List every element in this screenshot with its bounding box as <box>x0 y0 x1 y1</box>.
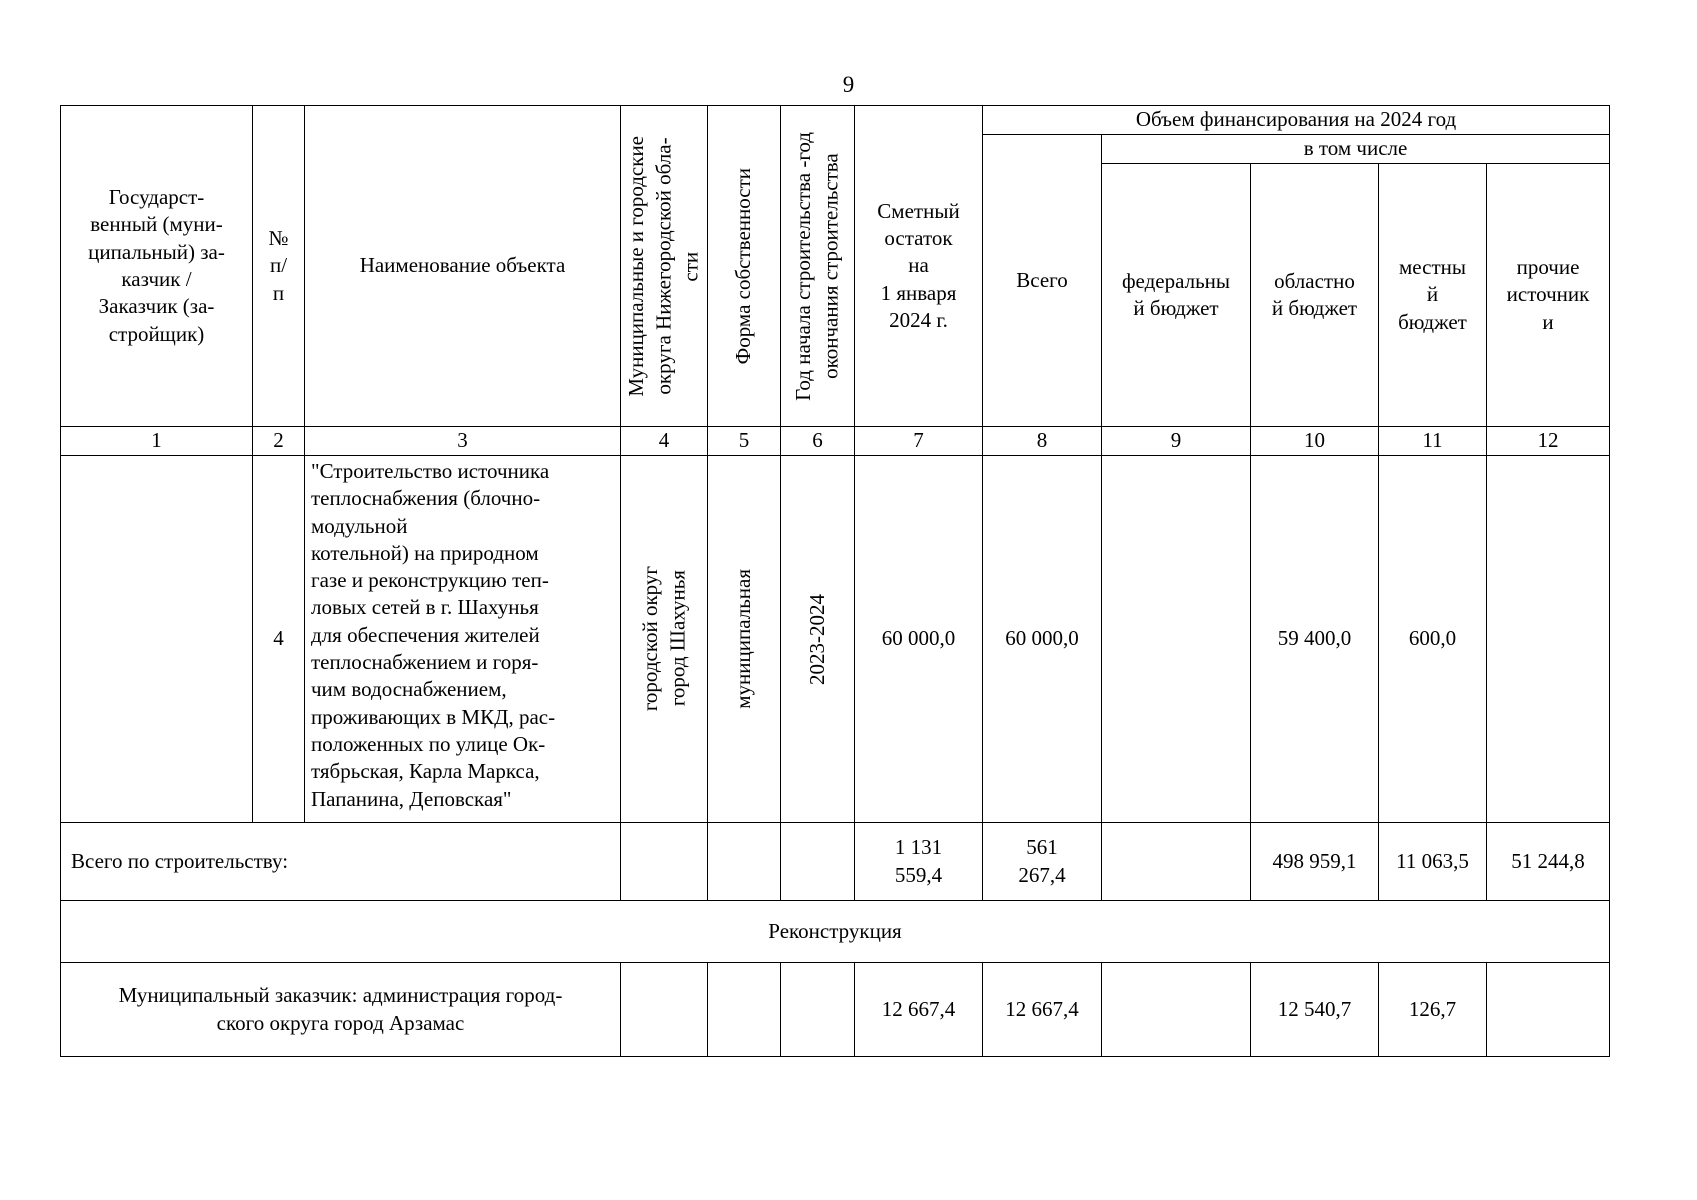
header-federal: федеральны й бюджет <box>1102 164 1251 427</box>
construction-total-years <box>781 823 855 901</box>
col-number: 3 <box>305 427 621 456</box>
project-estimate: 60 000,0 <box>855 456 983 823</box>
construction-total-total: 561 267,4 <box>983 823 1102 901</box>
table-row-project <box>61 456 1610 823</box>
project-local: 600,0 <box>1379 456 1487 823</box>
municipal-customer-other <box>1487 963 1610 1057</box>
page-number: 9 <box>842 72 855 97</box>
municipal-customer-label: Муниципальный заказчик: администрация город- ского округа город Арзамас <box>61 963 621 1057</box>
col-number: 1 <box>61 427 253 456</box>
construction-total-federal <box>1102 823 1251 901</box>
col-number: 6 <box>781 427 855 456</box>
municipal-customer-total: 12 667,4 <box>983 963 1102 1057</box>
project-years <box>781 456 855 823</box>
header-local: местны й бюджет <box>1379 164 1487 427</box>
project-name: "Строительство источника теплоснабжения (блочно- модульной котельной) на природном газе и реконструкцию теп- ловых сетей в г. Шахунья для обеспечения жителей теплоснабжением и горя- чим водоснабжением, проживающих в МКД, рас- положенных по улице Ок- тябрьская, Карла Маркса, Папанина, Деповская" <box>305 456 621 823</box>
col-number: 2 <box>253 427 305 456</box>
header-years <box>781 106 855 427</box>
construction-total-label: Всего по строительству: <box>61 823 621 901</box>
section-title: Реконструкция <box>61 901 1610 963</box>
col-number: 4 <box>621 427 708 456</box>
construction-total-local: 11 063,5 <box>1379 823 1487 901</box>
table-row-section <box>61 901 1610 963</box>
project-municipality-text: городской округ город Шахунья <box>637 566 689 712</box>
header-total: Всего <box>983 135 1102 427</box>
construction-total-other: 51 244,8 <box>1487 823 1610 901</box>
header-ownership-text: Форма собственности <box>731 167 756 365</box>
header-estimate: Сметный остаток на 1 января 2024 г. <box>855 106 983 427</box>
project-customer <box>61 456 253 823</box>
municipal-customer-regional: 12 540,7 <box>1251 963 1379 1057</box>
municipal-customer-ownership <box>708 963 781 1057</box>
project-years-text: 2023-2024 <box>804 593 829 685</box>
municipal-customer-years <box>781 963 855 1057</box>
header-financing-title: Объем финансирования на 2024 год <box>983 106 1610 135</box>
municipal-customer-local: 126,7 <box>1379 963 1487 1057</box>
col-number: 12 <box>1487 427 1610 456</box>
header-ownership <box>708 106 781 427</box>
col-number: 8 <box>983 427 1102 456</box>
header-municipality <box>621 106 708 427</box>
municipal-customer-estimate: 12 667,4 <box>855 963 983 1057</box>
header-including: в том числе <box>1102 135 1610 164</box>
header-regional: областно й бюджет <box>1251 164 1379 427</box>
header-number: № п/ п <box>253 106 305 427</box>
project-total: 60 000,0 <box>983 456 1102 823</box>
municipal-customer-federal <box>1102 963 1251 1057</box>
col-number: 7 <box>855 427 983 456</box>
construction-total-municipality <box>621 823 708 901</box>
project-ownership <box>708 456 781 823</box>
construction-total-regional: 498 959,1 <box>1251 823 1379 901</box>
project-regional: 59 400,0 <box>1251 456 1379 823</box>
financing-table <box>60 105 1610 1057</box>
header-municipality-text: Муниципальные и городские округа Нижегородской обла- сти <box>624 135 703 397</box>
header-other: прочие источник и <box>1487 164 1610 427</box>
header-object-name: Наименование объекта <box>305 106 621 427</box>
header-years-text: Год начала строительства -год окончания строительства <box>791 131 843 401</box>
col-number: 9 <box>1102 427 1251 456</box>
project-municipality <box>621 456 708 823</box>
project-number: 4 <box>253 456 305 823</box>
table-row-municipal-customer <box>61 963 1610 1057</box>
header-customer: Государст- венный (муни- ципальный) за- казчик / Заказчик (за- стройщик) <box>61 106 253 427</box>
col-number: 11 <box>1379 427 1487 456</box>
construction-total-ownership <box>708 823 781 901</box>
project-other <box>1487 456 1610 823</box>
project-ownership-text: муниципальная <box>731 569 756 709</box>
table-row-construction-total <box>61 823 1610 901</box>
project-federal <box>1102 456 1251 823</box>
construction-total-estimate: 1 131 559,4 <box>855 823 983 901</box>
col-number: 5 <box>708 427 781 456</box>
municipal-customer-municipality <box>621 963 708 1057</box>
col-number: 10 <box>1251 427 1379 456</box>
